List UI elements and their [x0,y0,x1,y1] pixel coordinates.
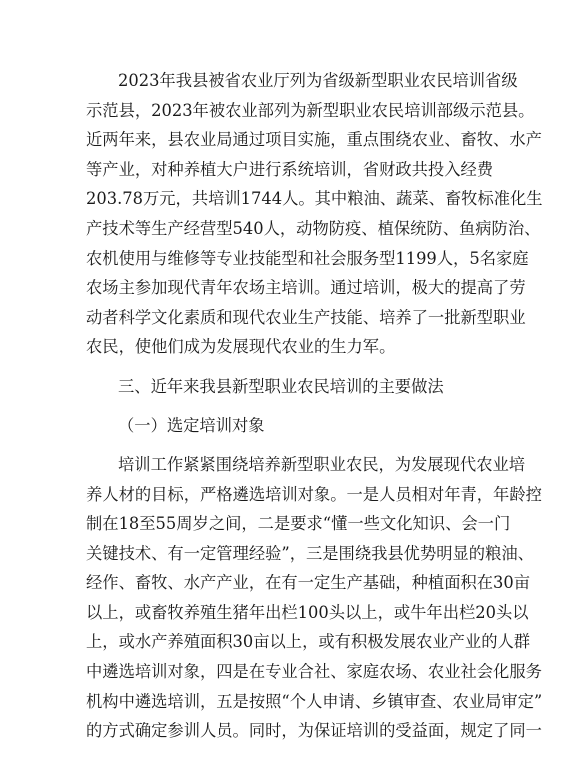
text-line: 农机使用与维修等专业技能型和社会服务型1199人，5名家庭 [86,248,529,268]
text-line: 产技术等生产经营型540人，动物防疫、植保统防、鱼病防治、 [86,218,541,238]
subsection-heading-text: （一）选定培训对象 [118,415,265,435]
text-line: 机构中遴选培训，五是按照“个人申请、乡镇审查、农业局审定” [86,691,543,711]
paragraph-spacer [86,362,504,372]
text-line: 近两年来，县农业局通过项目实施，重点围绕农业、畜牧、水产 [86,130,542,150]
paragraph-provincial-demo-county [86,66,543,362]
text-line: 中遴选培训对象，四是在专业合社、家庭农场、农业社会化服务 [86,662,542,682]
text-line: 2023年我县被省农业厅列为省级新型职业农民培训省级 [118,71,518,90]
document-body [86,66,543,746]
paragraph-spacer [86,401,504,411]
text-line: 关键技术、有一定管理经验”，三是围绕我县优势明显的粮油、 [86,543,534,563]
paragraph-spacer [86,440,504,450]
section-heading-text: 三、近年来我县新型职业农民培训的主要做法 [118,376,444,396]
text-line: 经作、畜牧、水产产业，在有一定生产基础，种植面积在30亩 [86,573,531,593]
text-line: 养人材的目标，严格遴选培训对象。一是人员相对年青，年龄控 [86,484,542,504]
section-heading [86,372,504,402]
text-line: 制在18至55周岁之间，二是要求“懂一些文化知识、会一门 [86,514,511,534]
text-line: 农民，使他们成为发展现代农业的生力军。 [86,337,396,357]
text-line: 203.78万元，共培训1744人。其中粮油、蔬菜、畜牧标准化生 [86,189,543,209]
text-line: 培训工作紧紧围绕培养新型职业农民，为发展现代农业培 [118,454,526,474]
text-line: 示范县，2023年被农业部列为新型职业农民培训部级示范县。 [86,100,535,120]
subsection-heading [86,411,504,441]
text-line: 等产业，对种养植大户进行系统培训，省财政共投入经费 [86,159,494,179]
text-line: 农场主参加现代青年农场主培训。通过培训，极大的提高了劳 [86,278,526,298]
text-line: 的方式确定参训人员。同时，为保证培训的受益面，规定了同一 [86,721,542,741]
paragraph-trainee-selection [86,450,543,746]
text-line: 动者科学文化素质和现代农业生产技能、培养了一批新型职业 [86,307,526,327]
text-line: 以上，或畜牧养殖生猪年出栏100头以上，或牛年出栏20头以 [86,602,529,622]
text-line: 上，或水产养殖面积30亩以上，或有积极发展农业产业的人群 [86,632,531,652]
